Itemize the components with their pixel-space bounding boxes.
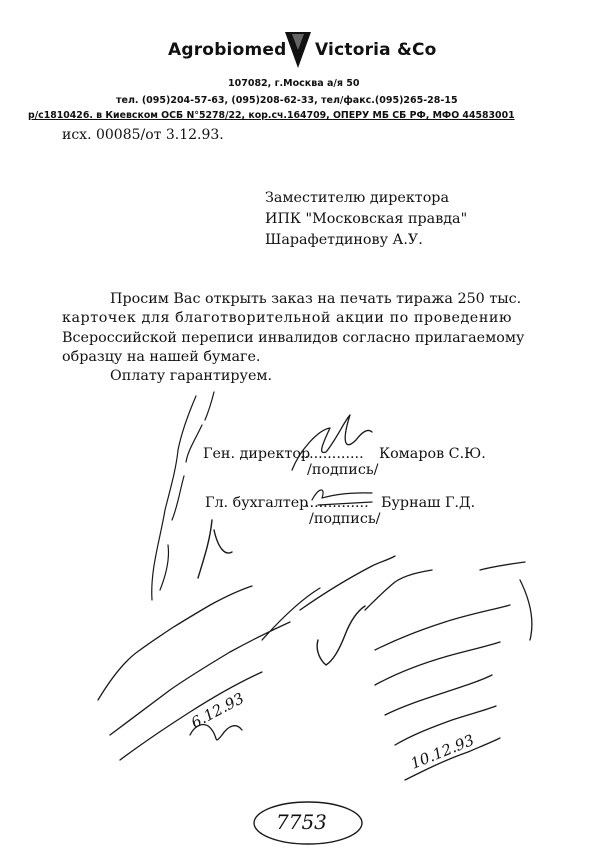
payment-guarantee: Оплату гарантируем. — [110, 368, 273, 384]
recipient-name: Шарафетдинову А.У. — [265, 232, 423, 248]
handwritten-mark-middle — [317, 606, 365, 665]
handwritten-block-left — [98, 556, 395, 760]
director-dots: .............. — [300, 446, 364, 462]
body-line-1: Просим Вас открыть заказ на печать тиража 250 тыс. — [110, 291, 522, 307]
handwritten-date-1: 6.12.93 — [188, 689, 248, 732]
vertical-mark — [198, 520, 232, 578]
director-signature — [292, 415, 372, 470]
order-number: 7753 — [276, 810, 327, 834]
company-address: 107082, г.Москва а/я 50 — [228, 78, 360, 89]
recipient-position: Заместителю директора — [265, 190, 449, 206]
company-name-right: Victoria &Co — [315, 40, 437, 60]
handwritten-date-2: 10.12.93 — [408, 730, 477, 773]
recipient-organization: ИПК "Московская правда" — [265, 211, 468, 227]
bank-details: р/с1810426. в Киевском ОСБ N°5278/22, кор.сч.164709, ОПЕРУ МБ СБ РФ, МФО 44583001 — [28, 110, 515, 121]
company-phones: тел. (095)204-57-63, (095)208-62-33, тел/факс.(095)265-28-15 — [116, 95, 458, 106]
body-line-4: образцу на нашей бумаге. — [62, 349, 261, 366]
vertical-note — [152, 392, 214, 600]
director-signature-label: /подпись/ — [307, 462, 379, 478]
outgoing-reference: исх. 00085/от 3.12.93. — [62, 127, 224, 143]
accountant-name: Бурнаш Г.Д. — [381, 495, 476, 511]
accountant-signature — [312, 490, 372, 505]
body-line-3: Всероссийской переписи инвалидов согласно прилагаемому — [62, 329, 525, 346]
accountant-title: Гл. бухгалтер — [205, 495, 309, 511]
director-name: Комаров С.Ю. — [379, 446, 486, 462]
body-line-2: карточек для благотворительной акции по проведению — [62, 310, 512, 327]
director-title: Ген. директор — [203, 446, 311, 462]
company-name-left: Agrobiomed — [168, 40, 287, 60]
accountant-dots: .............. — [305, 495, 369, 511]
accountant-signature-label: /подпись/ — [309, 511, 381, 527]
